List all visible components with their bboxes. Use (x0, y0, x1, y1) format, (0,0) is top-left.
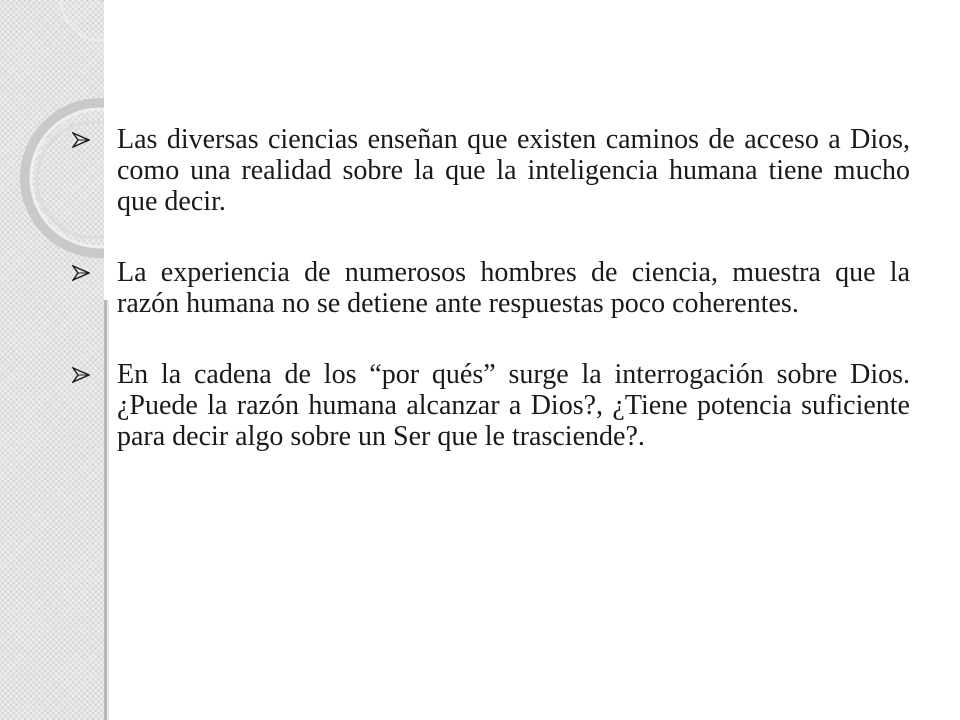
bullet-item (72, 257, 910, 319)
arrowhead-bullet-icon (72, 132, 90, 148)
bullet-list (72, 124, 910, 492)
bullet-item (72, 359, 910, 452)
top-ring-arc-inner (60, 0, 104, 40)
bullet-text: La experiencia de numerosos hombres de ciencia, muestra que la razón humana no se detiene ante respuestas poco coherentes. (117, 257, 910, 319)
bullet-item (72, 124, 910, 217)
arrowhead-bullet-icon (72, 367, 90, 383)
arrowhead-bullet-icon (72, 265, 90, 281)
bullet-text: En la cadena de los “por qués” surge la interrogación sobre Dios. ¿Puede la razón humana alcanzar a Dios?, ¿Tiene potencia suficiente para decir algo sobre un Ser que le trasciende?. (117, 359, 910, 452)
bullet-text: Las diversas ciencias enseñan que existen caminos de acceso a Dios, como una realidad sobre la que la inteligencia humana tiene mucho que decir. (117, 124, 910, 217)
